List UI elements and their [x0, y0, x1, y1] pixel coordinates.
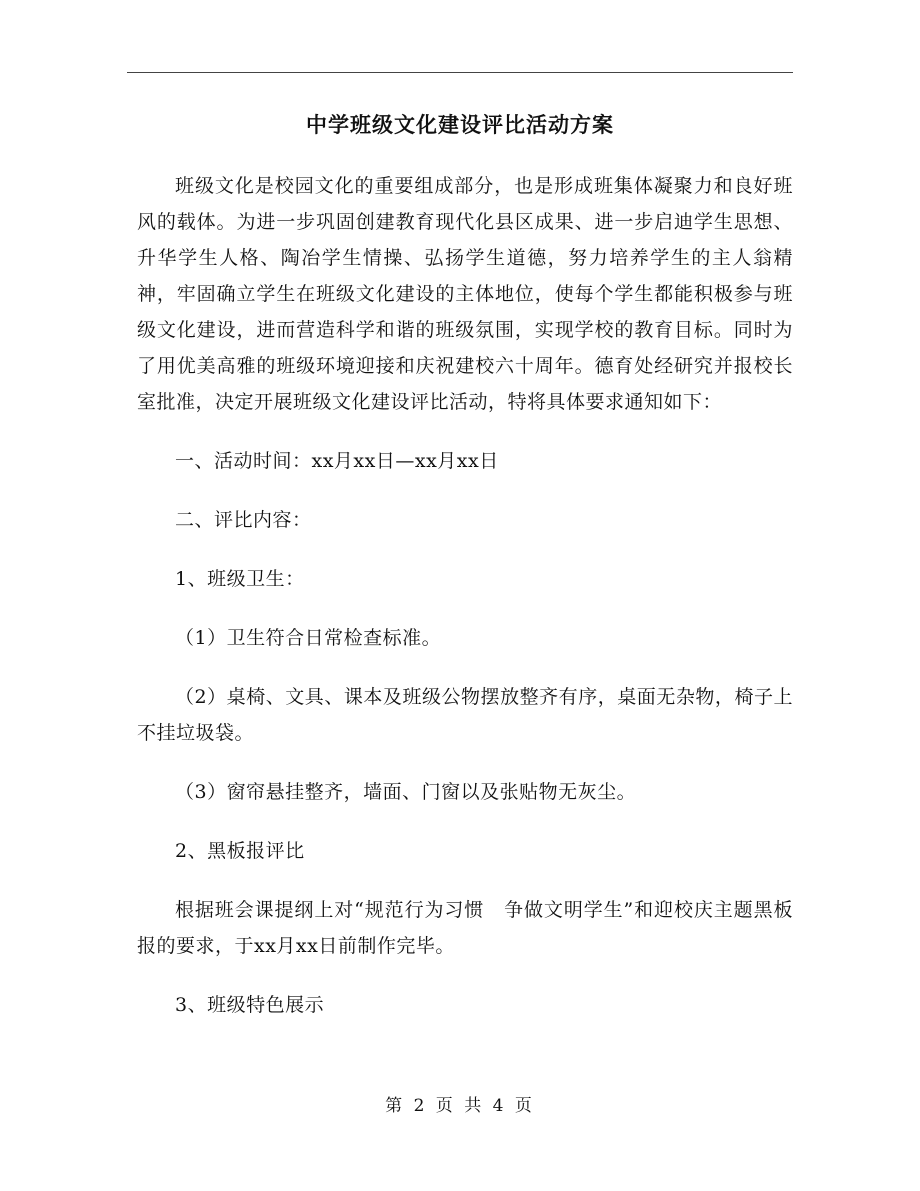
paragraph-intro: 班级文化是校园文化的重要组成部分，也是形成班集体凝聚力和良好班风的载体。为进一步巩固创建教育现代化县区成果、进一步启迪学生思想、升华学生人格、陶冶学生情操、弘扬学生道德，努力培养学生的主人翁精神，牢固确立学生在班级文化建设的主体地位，使每个学生都能积极参与班级文化建设，进而营造科学和谐的班级氛围，实现学校的教育目标。同时为了用优美高雅的班级环境迎接和庆祝建校六十周年。德育处经研究并报校长室批准，决定开展班级文化建设评比活动，特将具体要求通知如下：	[137, 175, 793, 413]
header-rule	[127, 72, 793, 73]
paragraph-activity-time: 一、活动时间：xx月xx日—xx月xx日	[175, 450, 499, 472]
paragraph-class-hygiene: 1、班级卫生：	[175, 568, 305, 590]
paragraph-class-feature: 3、班级特色展示	[175, 994, 325, 1016]
document-title: 中学班级文化建设评比活动方案	[306, 113, 614, 137]
paragraph-blackboard-detail: 根据班会课提纲上对“规范行为习惯 争做文明学生”和迎校庆主题黑板报的要求，于xx月xx日前制作完毕。	[137, 899, 793, 957]
page-number-footer: 第 2 页 共 4 页	[385, 1096, 535, 1116]
paragraph-hygiene-item-2: （2）桌椅、文具、课本及班级公物摆放整齐有序，桌面无杂物，椅子上不挂垃圾袋。	[137, 686, 793, 744]
paragraph-hygiene-item-1: （1）卫生符合日常检查标准。	[175, 627, 442, 649]
paragraph-blackboard-heading: 2、黑板报评比	[175, 840, 305, 862]
paragraph-hygiene-item-3: （3）窗帘悬挂整齐，墙面、门窗以及张贴物无灰尘。	[175, 781, 637, 803]
paragraph-evaluation-content: 二、评比内容：	[175, 509, 312, 531]
document-body	[137, 168, 793, 1023]
